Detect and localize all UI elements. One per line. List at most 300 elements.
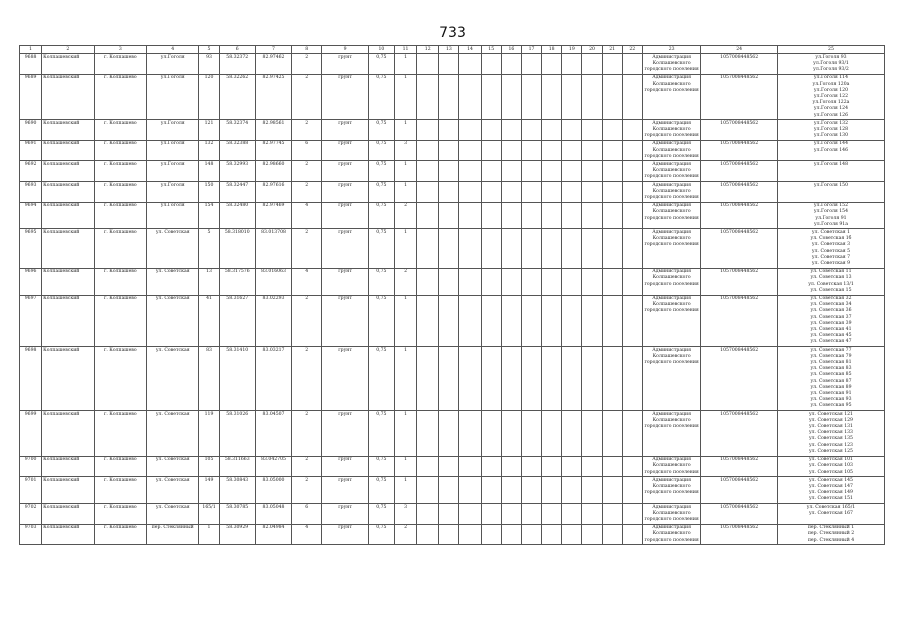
owner-line: Колпашевского [652,81,691,87]
record-id: 9701 [20,477,42,504]
column-number: 6 [219,46,255,54]
column-number: 21 [602,46,622,54]
volume-cell: 0,75 [368,74,394,119]
address-line: ул. Советская 165/1 [806,504,856,510]
empty-cell [521,477,541,504]
empty-cell [439,74,459,119]
empty-cell [542,202,562,229]
container-count-cell: 1 [394,120,416,141]
empty-cell [602,456,622,477]
owner-line: городского поселения [644,424,699,430]
empty-cell [521,456,541,477]
street-cell: ул.Гоголя [147,54,199,75]
empty-cell [439,229,459,268]
empty-cell [622,524,642,545]
address-line: ул.Гоголя 130 [813,133,849,139]
surface-cell: грунт [322,477,368,504]
table-row [20,456,885,477]
empty-cell [542,456,562,477]
street-cell: ул. Советская [147,411,199,456]
empty-cell [542,182,562,203]
column-number-row [20,46,885,54]
record-id: 9699 [20,411,42,456]
latitude-cell: 58.32447 [219,182,255,203]
house-cell: 132 [199,140,219,161]
empty-cell [582,268,602,295]
empty-cell [622,202,642,229]
longitude-cell: 82.97616 [255,182,291,203]
volume-cell: 0,75 [368,411,394,456]
empty-cell [622,120,642,141]
ogrn-cell: 1057008448562 [701,411,778,456]
owner-line: городского поселения [644,153,699,159]
empty-cell [582,347,602,411]
record-id: 9702 [20,504,42,525]
empty-cell [622,161,642,182]
owner-line: Администрация [652,161,692,167]
empty-cell [562,120,582,141]
empty-cell [521,74,541,119]
container-count-cell: 3 [394,140,416,161]
container-count-cell: 2 [394,202,416,229]
column-number: 13 [439,46,459,54]
record-id: 9697 [20,295,42,347]
empty-cell [439,411,459,456]
address-line: ул.Гоголя 144 [813,141,849,147]
owner-line: городского поселения [644,242,699,248]
empty-cell [562,456,582,477]
table-row [20,477,885,504]
owner-line: Администрация [652,269,692,275]
empty-cell [459,229,481,268]
empty-cell [501,54,521,75]
empty-cell [562,161,582,182]
owner-line: городского поселения [644,537,699,543]
address-line: ул. Советская 34 [810,302,852,308]
empty-cell [602,140,622,161]
record-id: 9693 [20,182,42,203]
owner-line: городского поселения [644,67,699,73]
surface-cell: грунт [322,268,368,295]
empty-cell [501,229,521,268]
address-line: ул.Гоголя 120 [813,87,849,93]
surface-cell: грунт [322,456,368,477]
city-cell: г. Колпашево [94,411,146,456]
empty-cell [501,295,521,347]
count-cell: 2 [292,477,322,504]
empty-cell [439,161,459,182]
city-cell: г. Колпашево [94,268,146,295]
district-cell: Колпашевский [42,456,94,477]
address-line: ул. Советская 32 [810,296,852,302]
record-id: 9688 [20,54,42,75]
address-line: ул.Гоголя 120а [812,81,850,87]
empty-cell [417,411,439,456]
longitude-cell: 83.05000 [255,477,291,504]
table-row [20,268,885,295]
owner-line: Колпашевского [652,147,691,153]
owner-line: Администрация [652,411,692,417]
volume-cell: 0,75 [368,524,394,545]
owner-line: Колпашевского [652,168,691,174]
house-cell: 83 [199,347,219,411]
empty-cell [562,202,582,229]
table-row [20,74,885,119]
city-cell: г. Колпашево [94,524,146,545]
ogrn-cell: 1057008448562 [701,456,778,477]
empty-cell [542,54,562,75]
container-count-cell: 1 [394,347,416,411]
empty-cell [582,202,602,229]
district-cell: Колпашевский [42,295,94,347]
empty-cell [459,140,481,161]
addresses-cell [777,229,884,268]
owner-line: городского поселения [644,194,699,200]
district-cell: Колпашевский [42,182,94,203]
owner-cell [642,202,700,229]
empty-cell [542,524,562,545]
empty-cell [459,268,481,295]
count-cell: 2 [292,120,322,141]
longitude-cell: 82.98561 [255,120,291,141]
address-line: ул. Советская 81 [810,360,852,366]
empty-cell [481,456,501,477]
empty-cell [417,477,439,504]
surface-cell: грунт [322,504,368,525]
surface-cell: грунт [322,202,368,229]
latitude-cell: 58.31410 [219,347,255,411]
owner-line: городского поселения [644,281,699,287]
empty-cell [542,295,562,347]
addresses-cell [777,54,884,75]
column-number: 9 [322,46,368,54]
table-row [20,347,885,411]
empty-cell [582,456,602,477]
longitude-cell: 82.97745 [255,140,291,161]
empty-cell [542,268,562,295]
address-line: ул.Гоголя 93/1 [813,60,849,66]
empty-cell [562,295,582,347]
house-cell: 120 [199,74,219,119]
house-cell: 105 [199,456,219,477]
owner-line: городского поселения [644,308,699,314]
empty-cell [562,54,582,75]
address-line: ул. Советская 101 [808,457,853,463]
owner-line: городского поселения [644,174,699,180]
latitude-cell: 58.32372 [219,54,255,75]
longitude-cell: 82.97425 [255,74,291,119]
ogrn-cell: 1057008448562 [701,120,778,141]
street-cell: ул.Гоголя [147,120,199,141]
empty-cell [481,295,501,347]
address-line: ул. Советская 135 [808,436,853,442]
latitude-cell: 58.31627 [219,295,255,347]
empty-cell [501,477,521,504]
volume-cell: 0,75 [368,477,394,504]
surface-cell: грунт [322,74,368,119]
empty-cell [459,504,481,525]
longitude-cell: 83.042705 [255,456,291,477]
volume-cell: 0,75 [368,120,394,141]
house-cell: 93 [199,54,219,75]
empty-cell [459,202,481,229]
empty-cell [582,161,602,182]
ogrn-cell: 1057008448562 [701,477,778,504]
column-number: 23 [642,46,700,54]
empty-cell [439,268,459,295]
owner-line: Администрация [652,296,692,302]
longitude-cell: 82.98660 [255,161,291,182]
ogrn-cell: 1057008448562 [701,347,778,411]
owner-line: Колпашевского [652,236,691,242]
address-line: ул. Советская 95 [810,403,852,409]
empty-cell [562,504,582,525]
address-line: ул. Советская 125 [808,448,853,454]
ogrn-cell: 1057008448562 [701,182,778,203]
empty-cell [439,54,459,75]
empty-cell [481,477,501,504]
city-cell: г. Колпашево [94,120,146,141]
table-row [20,524,885,545]
latitude-cell: 58.32480 [219,202,255,229]
empty-cell [622,54,642,75]
ogrn-cell: 1057008448562 [701,524,778,545]
empty-cell [622,411,642,456]
empty-cell [521,182,541,203]
empty-cell [501,182,521,203]
record-id: 9692 [20,161,42,182]
latitude-cell: 58.30929 [219,524,255,545]
empty-cell [521,54,541,75]
owner-cell [642,229,700,268]
empty-cell [542,120,562,141]
column-number: 22 [622,46,642,54]
table-row [20,295,885,347]
address-line: ул. Советская 79 [810,353,852,359]
street-cell: ул. Советская [147,295,199,347]
empty-cell [481,161,501,182]
owner-line: Колпашевского [652,463,691,469]
owner-line: Администрация [652,182,692,188]
addresses-cell [777,347,884,411]
empty-cell [622,456,642,477]
address-line: ул. Советская 123 [808,442,853,448]
surface-cell: грунт [322,295,368,347]
empty-cell [542,74,562,119]
surface-cell: грунт [322,524,368,545]
owner-line: Администрация [652,229,692,235]
owner-cell [642,347,700,411]
empty-cell [439,456,459,477]
empty-cell [501,74,521,119]
empty-cell [501,161,521,182]
address-line: ул.Гоголя 146 [813,147,849,153]
owner-line: Администрация [652,457,692,463]
empty-cell [417,120,439,141]
column-number: 11 [394,46,416,54]
address-line: ул. Советская 45 [810,333,852,339]
empty-cell [481,54,501,75]
addresses-cell [777,477,884,504]
city-cell: г. Колпашево [94,161,146,182]
empty-cell [439,347,459,411]
owner-line: городского поселения [644,490,699,496]
latitude-cell: 58.30785 [219,504,255,525]
empty-cell [417,202,439,229]
table-row [20,411,885,456]
owner-line: Администрация [652,120,692,126]
empty-cell [459,161,481,182]
address-line: ул.Гоголя 122 [813,93,849,99]
surface-cell: грунт [322,161,368,182]
column-number: 18 [542,46,562,54]
district-cell: Колпашевский [42,161,94,182]
owner-cell [642,140,700,161]
ogrn-cell: 1057008448562 [701,229,778,268]
volume-cell: 0,75 [368,268,394,295]
owner-cell [642,411,700,456]
district-cell: Колпашевский [42,140,94,161]
ogrn-cell: 1057008448562 [701,268,778,295]
street-cell: ул. Советская [147,504,199,525]
street-cell: ул. Советская [147,456,199,477]
addresses-cell [777,295,884,347]
record-id: 9690 [20,120,42,141]
empty-cell [459,54,481,75]
address-line: ул. Советская 91 [810,391,852,397]
volume-cell: 0,75 [368,504,394,525]
district-cell: Колпашевский [42,347,94,411]
address-line: ул. Советская 147 [808,483,853,489]
owner-line: городского поселения [644,516,699,522]
owner-cell [642,456,700,477]
address-line: ул. Советская 85 [810,372,852,378]
owner-line: Администрация [652,525,692,531]
empty-cell [417,504,439,525]
empty-cell [521,202,541,229]
empty-cell [417,524,439,545]
empty-cell [562,74,582,119]
empty-cell [602,120,622,141]
volume-cell: 0,75 [368,140,394,161]
empty-cell [521,268,541,295]
container-count-cell: 1 [394,477,416,504]
owner-line: Администрация [652,347,692,353]
owner-cell [642,268,700,295]
longitude-cell: 82.04984 [255,524,291,545]
longitude-cell: 83.013708 [255,229,291,268]
address-line: ул.Гоголя 148 [813,161,849,167]
count-cell: 6 [292,504,322,525]
container-count-cell: 1 [394,229,416,268]
district-cell: Колпашевский [42,477,94,504]
surface-cell: грунт [322,347,368,411]
owner-cell [642,295,700,347]
district-cell: Колпашевский [42,120,94,141]
empty-cell [582,477,602,504]
table-body [20,54,885,545]
empty-cell [459,120,481,141]
column-number: 16 [501,46,521,54]
empty-cell [602,524,622,545]
district-cell: Колпашевский [42,229,94,268]
district-cell: Колпашевский [42,202,94,229]
house-cell: 5 [199,229,219,268]
house-cell: 13 [199,268,219,295]
owner-line: городского поселения [644,215,699,221]
empty-cell [521,161,541,182]
empty-cell [481,268,501,295]
empty-cell [501,524,521,545]
owner-line: Колпашевского [652,353,691,359]
registry-table [19,45,885,545]
district-cell: Колпашевский [42,54,94,75]
address-line: ул.Гоголя 150 [813,182,849,188]
street-cell: ул. Советская [147,229,199,268]
owner-line: Колпашевского [652,188,691,194]
empty-cell [562,524,582,545]
city-cell: г. Колпашево [94,182,146,203]
column-number: 25 [777,46,884,54]
empty-cell [521,524,541,545]
ogrn-cell: 1057008448562 [701,504,778,525]
city-cell: г. Колпашево [94,54,146,75]
empty-cell [562,477,582,504]
container-count-cell: 1 [394,411,416,456]
addresses-cell [777,504,884,525]
empty-cell [481,411,501,456]
column-number: 8 [292,46,322,54]
empty-cell [602,202,622,229]
count-cell: 4 [292,202,322,229]
empty-cell [439,140,459,161]
district-cell: Колпашевский [42,524,94,545]
longitude-cell: 83.016063 [255,268,291,295]
empty-cell [501,347,521,411]
empty-cell [602,477,622,504]
longitude-cell: 83.03217 [255,347,291,411]
volume-cell: 0,75 [368,295,394,347]
owner-line: Колпашевского [652,417,691,423]
empty-cell [439,295,459,347]
empty-cell [582,120,602,141]
column-number: 2 [42,46,94,54]
empty-cell [622,229,642,268]
address-line: ул. Советская 13/1 [808,281,854,287]
empty-cell [521,411,541,456]
column-number: 3 [94,46,146,54]
addresses-cell [777,74,884,119]
empty-cell [521,229,541,268]
empty-cell [582,54,602,75]
owner-cell [642,477,700,504]
empty-cell [582,504,602,525]
empty-cell [542,477,562,504]
table-row [20,229,885,268]
house-cell: 1 [199,524,219,545]
street-cell: ул.Гоголя [147,182,199,203]
volume-cell: 0,75 [368,54,394,75]
empty-cell [521,140,541,161]
latitude-cell: 58.318010 [219,229,255,268]
column-number: 20 [582,46,602,54]
empty-cell [542,347,562,411]
address-line: ул. Советская 89 [810,384,852,390]
ogrn-cell: 1057008448562 [701,54,778,75]
address-line: ул. Советская 129 [808,417,853,423]
count-cell: 2 [292,54,322,75]
empty-cell [521,120,541,141]
